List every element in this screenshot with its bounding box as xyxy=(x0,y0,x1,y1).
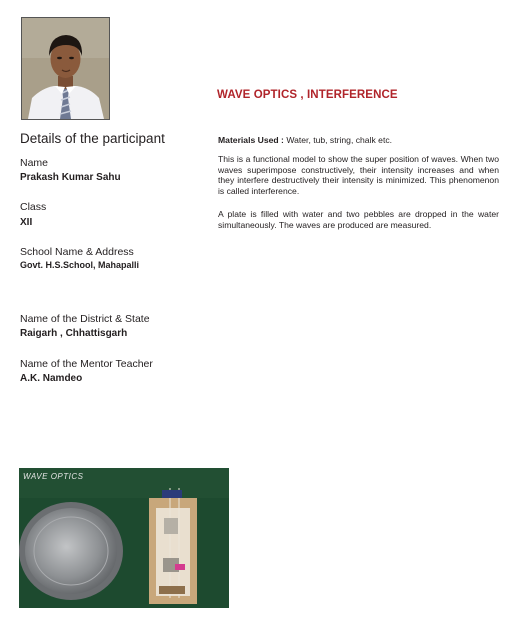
materials-value: Water, tub, string, chalk etc. xyxy=(286,135,393,145)
participant-photo xyxy=(21,17,110,120)
description-paragraph-1: This is a functional model to show the super position of waves. When two waves superimpose constructively, their intensity increases and when they interfere destructively their intensity is minimized. This phenomenon is called interference. xyxy=(218,154,499,196)
participant-portrait xyxy=(22,18,109,119)
model-photo-caption: WAVE OPTICS xyxy=(23,472,84,481)
project-title: WAVE OPTICS , INTERFERENCE xyxy=(217,89,398,101)
name-label: Name xyxy=(20,157,49,169)
district-value: Raigarh , Chhattisgarh xyxy=(20,328,128,339)
class-value: XII xyxy=(20,217,33,228)
name-value: Prakash Kumar Sahu xyxy=(20,172,121,183)
materials-label: Materials Used : xyxy=(218,135,284,145)
class-label: Class xyxy=(20,201,47,213)
model-photo xyxy=(19,468,229,608)
participant-details-heading: Details of the participant xyxy=(20,131,165,146)
mentor-label: Name of the Mentor Teacher xyxy=(20,358,153,370)
mentor-value: A.K. Namdeo xyxy=(20,373,83,384)
district-label: Name of the District & State xyxy=(20,313,150,325)
materials-line xyxy=(218,135,499,146)
school-label: School Name & Address xyxy=(20,246,134,258)
model-illustration xyxy=(19,468,229,608)
school-value: Govt. H.S.School, Mahapalli xyxy=(20,260,140,270)
description-paragraph-2: A plate is filled with water and two pebbles are dropped in the water simultaneously. The waves are produced are measured. xyxy=(218,209,499,230)
